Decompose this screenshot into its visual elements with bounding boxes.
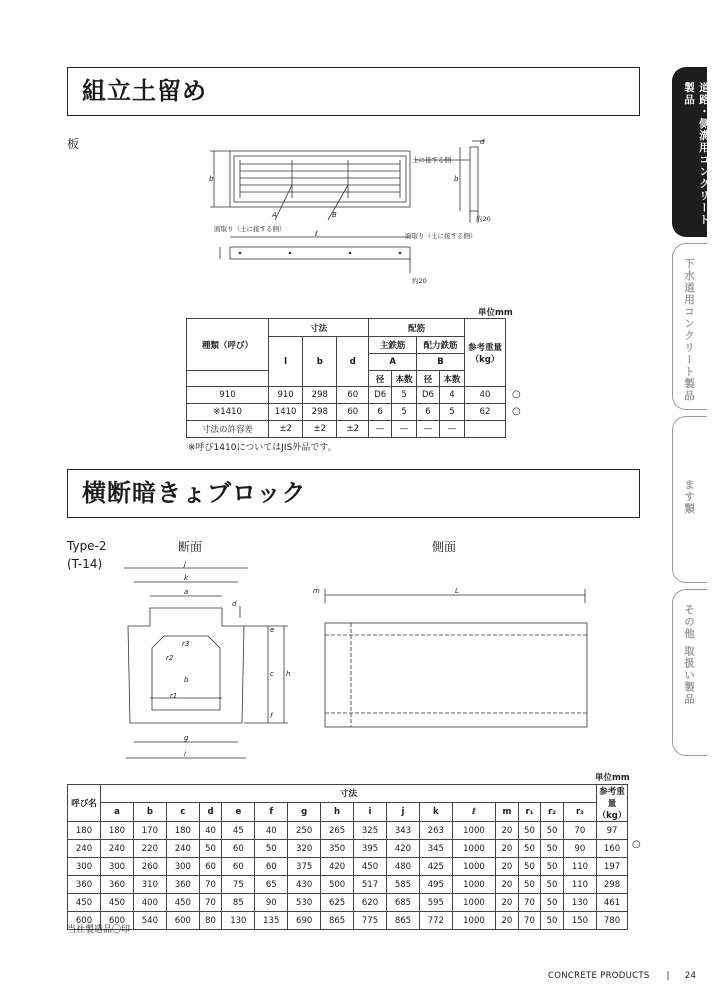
col-header: r₃ <box>563 802 596 821</box>
table-cell: 310 <box>133 876 166 894</box>
table-cell: 1000 <box>452 876 495 894</box>
table-cell: 20 <box>496 858 519 876</box>
table-cell: 360 <box>166 876 199 894</box>
table-cell: 20 <box>496 822 519 840</box>
approx20-label: 約20 <box>476 215 491 223</box>
dim-f: f <box>270 712 273 720</box>
table-cell: 690 <box>288 912 321 930</box>
col-header: g <box>288 802 321 821</box>
table-cell: 70 <box>518 894 541 912</box>
header-dia1: 径 <box>369 371 392 387</box>
table-cell: 5 <box>392 387 417 404</box>
header-dist: 配力鉄筋 <box>417 337 465 354</box>
table-cell: 40 <box>255 822 288 840</box>
product-mark: ○ <box>512 406 521 417</box>
product-mark: ○ <box>632 839 641 850</box>
header-B: B <box>417 354 465 371</box>
tab-other-products[interactable] <box>672 589 707 756</box>
table-cell: 1000 <box>452 894 495 912</box>
section-title-box <box>67 67 640 116</box>
table-cell: 300 <box>101 858 134 876</box>
table-cell: 420 <box>321 858 354 876</box>
table-cell: 595 <box>419 894 452 912</box>
table-cell: 375 <box>288 858 321 876</box>
footer-brand: CONCRETE PRODUCTS <box>548 971 650 981</box>
table-cell: 40 <box>464 387 505 404</box>
table-cell: ±2 <box>269 421 303 438</box>
table-cell: — <box>369 421 392 438</box>
block-table-body <box>68 822 628 930</box>
table-cell: — <box>392 421 417 438</box>
table-cell: 320 <box>288 840 321 858</box>
table-cell: 910 <box>187 387 269 404</box>
dim-d-label: d <box>480 138 485 146</box>
table-cell: 480 <box>386 858 419 876</box>
table-cell: 6 <box>417 404 440 421</box>
tab-road-products[interactable] <box>672 67 710 237</box>
table-cell: 80 <box>199 912 222 930</box>
table-cell: 780 <box>597 912 628 930</box>
header-name: 呼び名 <box>68 785 101 822</box>
table-cell: 865 <box>321 912 354 930</box>
table-cell: 50 <box>199 840 222 858</box>
table-cell: 265 <box>321 822 354 840</box>
table-cell: 50 <box>518 822 541 840</box>
table-cell: 1000 <box>452 858 495 876</box>
table-cell: 62 <box>464 404 505 421</box>
section-title: 組立土留め <box>82 77 207 105</box>
side-view-drawing <box>305 585 595 735</box>
type-code: (T-14) <box>67 557 103 571</box>
table-cell: 85 <box>222 894 255 912</box>
dim-c: c <box>270 670 274 678</box>
table-cell: 170 <box>133 822 166 840</box>
table-cell: 180 <box>166 822 199 840</box>
table-row <box>68 858 628 876</box>
chamfer-right-label: 面取り（土に接する側） <box>405 232 477 240</box>
dim-b: b <box>184 676 189 684</box>
tab-basins[interactable] <box>672 416 707 583</box>
table-note: ※呼び1410についてはJIS外品です。 <box>188 443 337 453</box>
table-cell: 600 <box>101 912 134 930</box>
table-cell: D6 <box>369 387 392 404</box>
dim-r1: r1 <box>170 692 178 700</box>
table-cell: 298 <box>303 387 337 404</box>
table-cell: 685 <box>386 894 419 912</box>
table-cell: 1000 <box>452 822 495 840</box>
table-cell: 20 <box>496 894 519 912</box>
type-label: Type-2 <box>67 539 107 553</box>
table-cell: 420 <box>386 840 419 858</box>
header-A: A <box>369 354 417 371</box>
table-cell: 775 <box>354 912 387 930</box>
table-cell: 150 <box>563 912 596 930</box>
table-cell: 50 <box>518 840 541 858</box>
table-cell: 240 <box>68 840 101 858</box>
header-main: 主鉄筋 <box>369 337 417 354</box>
table-cell: 130 <box>563 894 596 912</box>
table-cell: 50 <box>518 858 541 876</box>
col-header: e <box>222 802 255 821</box>
header-cnt2: 本数 <box>439 371 464 387</box>
table-cell: 60 <box>337 404 369 421</box>
approx20b-label: 約20 <box>412 277 427 285</box>
header-cnt1: 本数 <box>392 371 417 387</box>
section-title: 横断暗きょブロック <box>82 479 307 507</box>
dim-L: L <box>455 587 459 595</box>
dim-d: d <box>232 600 237 608</box>
table-cell: 772 <box>419 912 452 930</box>
table-cell: 20 <box>496 840 519 858</box>
table-cell: 298 <box>597 876 628 894</box>
table-cell: 600 <box>166 912 199 930</box>
dim-b-label: b <box>209 175 214 183</box>
tab-sewer-products[interactable] <box>672 243 707 410</box>
table-cell: 343 <box>386 822 419 840</box>
table-cell: 360 <box>101 876 134 894</box>
cross-section-drawing <box>110 560 310 775</box>
tab-label: その他 取扱い製品 <box>683 604 695 706</box>
header-type-blank <box>187 371 269 387</box>
table-cell: 50 <box>541 912 564 930</box>
table-cell: 450 <box>101 894 134 912</box>
table-cell: 1410 <box>269 404 303 421</box>
board-spec-table <box>186 318 506 438</box>
soil-side-label: 土に接する側 <box>412 156 451 164</box>
table-row <box>68 894 628 912</box>
table-cell: 400 <box>133 894 166 912</box>
table-cell: 220 <box>133 840 166 858</box>
table-cell: 50 <box>255 840 288 858</box>
table-cell: 20 <box>496 876 519 894</box>
table-cell: — <box>417 421 440 438</box>
table-row <box>187 387 506 404</box>
col-header: m <box>496 802 519 821</box>
header-type: 種類（呼び） <box>187 319 269 371</box>
table-cell <box>464 421 505 438</box>
page-number: 24 <box>684 971 697 981</box>
table-cell: 60 <box>222 858 255 876</box>
table-cell: 620 <box>354 894 387 912</box>
side-view-label: 側面 <box>432 540 457 554</box>
table-cell: 110 <box>563 858 596 876</box>
table-cell: 50 <box>541 858 564 876</box>
dim-r3: r3 <box>182 640 190 648</box>
table-cell: 180 <box>101 822 134 840</box>
table-cell: 585 <box>386 876 419 894</box>
table-cell: 625 <box>321 894 354 912</box>
col-header: r₂ <box>541 802 564 821</box>
table-cell: 180 <box>68 822 101 840</box>
table-cell: 45 <box>222 822 255 840</box>
header-d: d <box>337 337 369 387</box>
board-drawing <box>200 135 500 285</box>
table-cell: 40 <box>199 822 222 840</box>
table-cell: 450 <box>166 894 199 912</box>
table-cell: 450 <box>68 894 101 912</box>
table-cell: 1000 <box>452 912 495 930</box>
block-spec-table <box>67 784 628 930</box>
table-cell: 60 <box>199 858 222 876</box>
cross-section-label: 断面 <box>178 540 203 554</box>
table-cell: 寸法の許容差 <box>187 421 269 438</box>
header-dims: 寸法 <box>269 319 369 337</box>
dim-l-label: ℓ <box>315 230 318 238</box>
table-cell: 75 <box>222 876 255 894</box>
col-header: j <box>386 802 419 821</box>
table-cell: 430 <box>288 876 321 894</box>
table-cell: 97 <box>597 822 628 840</box>
table-cell: 360 <box>68 876 101 894</box>
dim-g: g <box>184 734 189 742</box>
dim-m: m <box>313 587 320 595</box>
table-cell: 298 <box>303 404 337 421</box>
table-row <box>68 840 628 858</box>
table-cell: 461 <box>597 894 628 912</box>
table-cell: 500 <box>321 876 354 894</box>
dim-r2: r2 <box>166 654 174 662</box>
table-cell: 325 <box>354 822 387 840</box>
table-cell: 20 <box>496 912 519 930</box>
col-header: ℓ <box>452 802 495 821</box>
table-cell: 5 <box>392 404 417 421</box>
table-cell: 70 <box>199 894 222 912</box>
table-cell: 300 <box>68 858 101 876</box>
dim-a: a <box>184 588 189 596</box>
dim-b2-label: b <box>454 175 459 183</box>
table-cell: 60 <box>255 858 288 876</box>
table-cell: 70 <box>199 876 222 894</box>
table-cell: 495 <box>419 876 452 894</box>
col-header: k <box>419 802 452 821</box>
table-cell: 350 <box>321 840 354 858</box>
tab-label: 道路・側溝用コンクリート製品 <box>683 82 710 226</box>
table-cell: — <box>439 421 464 438</box>
table-row <box>187 421 506 438</box>
table-cell: ±2 <box>303 421 337 438</box>
table-row <box>187 404 506 421</box>
table-cell: 395 <box>354 840 387 858</box>
header-rebar: 配筋 <box>369 319 465 337</box>
dim-k: k <box>184 574 189 582</box>
header-dia2: 径 <box>417 371 440 387</box>
table-cell: 50 <box>518 876 541 894</box>
tab-label: ます類 <box>683 479 695 515</box>
table-cell: 263 <box>419 822 452 840</box>
header-weight: 参考重量（kg） <box>597 785 628 822</box>
unit-label: 単位mm <box>595 773 630 783</box>
table-cell: 450 <box>354 858 387 876</box>
table-cell: 240 <box>101 840 134 858</box>
col-header: i <box>354 802 387 821</box>
header-weight: 参考重量（kg） <box>464 319 505 387</box>
table-note: 当社製造品〇印 <box>67 925 131 935</box>
table-cell: ±2 <box>337 421 369 438</box>
product-mark: ○ <box>512 389 521 400</box>
table-cell: 540 <box>133 912 166 930</box>
table-cell: 60 <box>222 840 255 858</box>
footer <box>548 971 696 981</box>
table-cell: 6 <box>369 404 392 421</box>
dim-e: e <box>270 626 275 634</box>
table-cell: 600 <box>68 912 101 930</box>
col-header: f <box>255 802 288 821</box>
table-cell: 70 <box>518 912 541 930</box>
table-cell: 65 <box>255 876 288 894</box>
col-header: r₁ <box>518 802 541 821</box>
section-title-box <box>67 469 640 518</box>
table-cell: 300 <box>166 858 199 876</box>
table-cell: 517 <box>354 876 387 894</box>
table-row <box>68 822 628 840</box>
unit-label: 単位mm <box>478 308 513 318</box>
table-cell: 90 <box>563 840 596 858</box>
table-cell: 110 <box>563 876 596 894</box>
table-cell: 60 <box>337 387 369 404</box>
sub-label: 板 <box>67 137 80 151</box>
table-cell: 90 <box>255 894 288 912</box>
table-cell: 50 <box>541 840 564 858</box>
table-cell: 5 <box>439 404 464 421</box>
table-row <box>68 876 628 894</box>
table-cell: 250 <box>288 822 321 840</box>
ref-A-label: A <box>272 211 277 219</box>
table-cell: 160 <box>597 840 628 858</box>
table-cell: ※1410 <box>187 404 269 421</box>
dim-i: i <box>184 750 186 758</box>
header-l: l <box>269 337 303 387</box>
footer-separator: | <box>666 971 670 981</box>
col-header: a <box>101 802 134 821</box>
table-cell: 1000 <box>452 840 495 858</box>
ref-B-label: B <box>332 211 337 219</box>
table-cell: 197 <box>597 858 628 876</box>
col-header: d <box>199 802 222 821</box>
table-cell: 135 <box>255 912 288 930</box>
table-cell: 910 <box>269 387 303 404</box>
chamfer-left-label: 面取り（土に接する側） <box>214 225 286 233</box>
col-header: h <box>321 802 354 821</box>
tab-label: 下水道用コンクリート製品 <box>683 258 695 402</box>
header-b: b <box>303 337 337 387</box>
table-cell: 50 <box>541 876 564 894</box>
table-cell: 70 <box>563 822 596 840</box>
table-cell: 345 <box>419 840 452 858</box>
table-cell: 240 <box>166 840 199 858</box>
table-row <box>68 912 628 930</box>
col-header: c <box>166 802 199 821</box>
dim-j: j <box>184 560 186 568</box>
table-cell: 130 <box>222 912 255 930</box>
table-cell: 260 <box>133 858 166 876</box>
table-cell: 865 <box>386 912 419 930</box>
table-cell: D6 <box>417 387 440 404</box>
table-cell: 530 <box>288 894 321 912</box>
table-cell: 4 <box>439 387 464 404</box>
table-cell: 50 <box>541 894 564 912</box>
table-cell: 425 <box>419 858 452 876</box>
table-cell: 50 <box>541 822 564 840</box>
header-dims: 寸法 <box>101 785 597 803</box>
dim-h: h <box>286 670 291 678</box>
col-header: b <box>133 802 166 821</box>
